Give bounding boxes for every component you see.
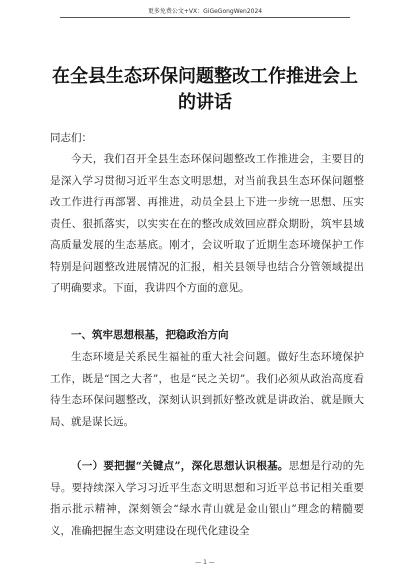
subsection1-heading: （一）要把握“关键点”，深化思想认识根基。	[71, 460, 289, 472]
salutation: 同志们：	[50, 132, 92, 144]
section-heading-1: 一、筑牢思想根基，把稳政治方向	[71, 329, 229, 341]
document-title: 在全县生态环保问题整改工作推进会上的讲话	[52, 66, 358, 113]
section1-paragraph: 生态环境是关系民生福祉的重大社会问题。做好生态环境保护工作，既是“国之大者”，也是“民之关切”。我们必须从政治高度看待生态环保问题整改，深刻认识到抓好整改就是讲政治、就是顾大局、就是谋长远。	[50, 351, 364, 428]
header-note: 更多免费公文+VX：GiGeGongWen2024	[147, 8, 263, 15]
page-number: — 1 —	[195, 559, 215, 566]
header-divider	[60, 17, 350, 18]
subsection1-paragraph	[50, 456, 364, 542]
subsection1-text: 思想是行动的先导。要持续深入学习习近平生态文明思想和习近平总书记相关重要指示批示精神，深刻领会“绿水青山就是金山银山”理念的精髓要义，准确把握生态文明建设在现代化建设全	[50, 460, 364, 537]
intro-paragraph: 今天，我们召开全县生态环保问题整改工作推进会，主要目的是深入学习贯彻习近平生态文明思想，对当前我县生态环保问题整改工作进行再部署、再推进，动员全县上下进一步统一思想、压实责任、狠抓落实，以实实在在的整改成效回应群众期盼，筑牢县域高质量发展的生态基底。刚才，会议听取了近期生态环境保护工作特别是问题整改进展情况的汇报，相关县领导也结合分管领域提出了明确要求。下面，我讲四个方面的意见。	[50, 153, 364, 294]
